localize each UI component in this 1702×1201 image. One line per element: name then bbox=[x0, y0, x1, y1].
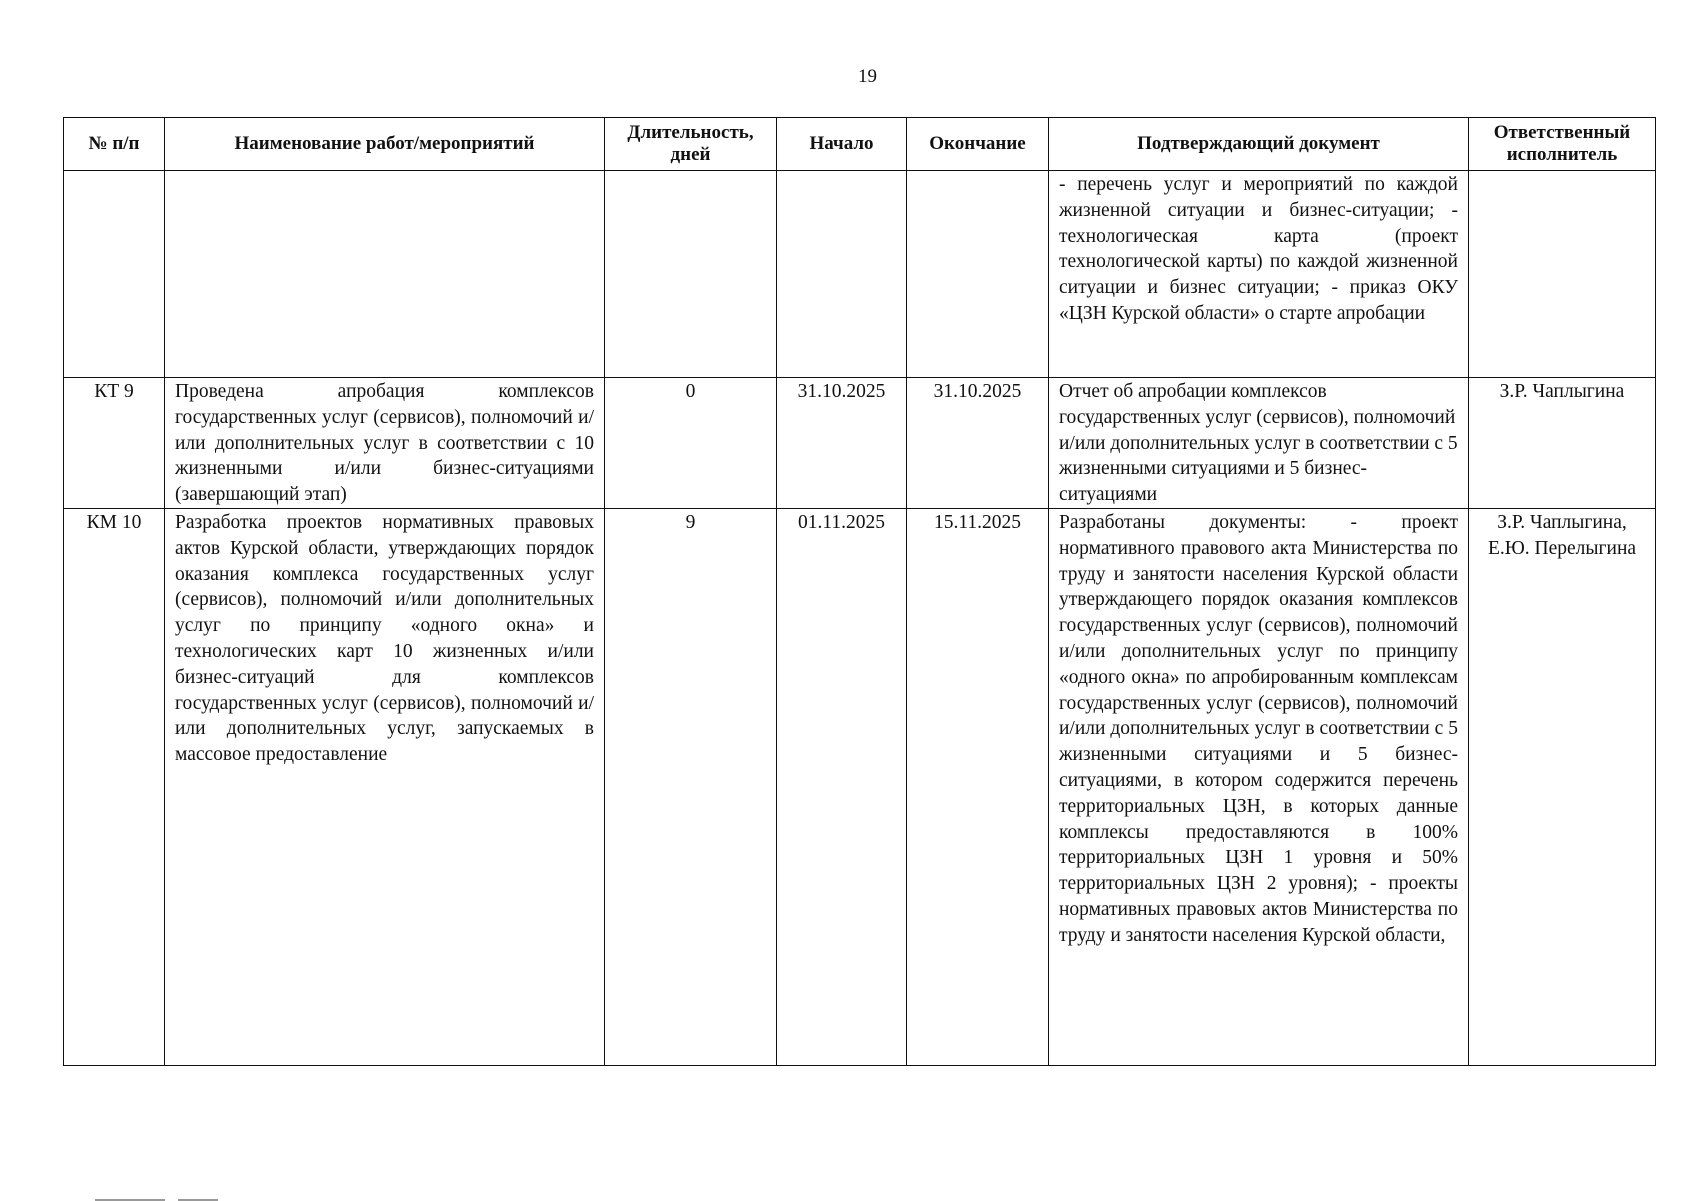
header-num: № п/п bbox=[64, 118, 165, 171]
header-start: Начало bbox=[777, 118, 907, 171]
cell-start: 31.10.2025 bbox=[777, 378, 907, 509]
cell-start: 01.11.2025 bbox=[777, 508, 907, 1065]
cell-duration: 0 bbox=[605, 378, 777, 509]
header-responsible: Ответственный исполнитель bbox=[1469, 118, 1656, 171]
header-end: Окончание bbox=[907, 118, 1049, 171]
header-duration: Длительность, дней bbox=[605, 118, 777, 171]
cell-duration bbox=[605, 171, 777, 378]
cell-end: 31.10.2025 bbox=[907, 378, 1049, 509]
table-row bbox=[64, 378, 1656, 509]
cell-start bbox=[777, 171, 907, 378]
cell-document: Отчет об апробации комплексов государственных услуг (сервисов), полномочий и/или дополнительных услуг в соответствии с 5 жизненными ситуациями и 5 бизнес-ситуациями bbox=[1049, 378, 1469, 509]
cell-num: КТ 9 bbox=[64, 378, 165, 509]
cell-duration: 9 bbox=[605, 508, 777, 1065]
cell-document: - перечень услуг и мероприятий по каждой жизненной ситуации и бизнес-ситуации; - технологическая карта (проект технологической карты) по каждой жизненной ситуации и бизнес ситуации; - приказ ОКУ «ЦЗН Курской области» о старте апробации bbox=[1049, 171, 1469, 378]
cell-end bbox=[907, 171, 1049, 378]
header-name: Наименование работ/мероприятий bbox=[165, 118, 605, 171]
cell-name: Разработка проектов нормативных правовых актов Курской области, утверждающих порядок оказания комплекса государственных услуг (сервисов), полномочий и/или дополнительных услуг по принципу «одного окна» и технологических карт 10 жизненных и/или бизнес-ситуаций для комплексов государственных услуг (сервисов), полномочий и/или дополнительных услуг, запускаемых в массовое предоставление bbox=[165, 508, 605, 1065]
cell-name: Проведена апробация комплексов государственных услуг (сервисов), полномочий и/или дополнительных услуг в соответствии с 10 жизненными и/или бизнес-ситуациями (завершающий этап) bbox=[165, 378, 605, 509]
table-header-row bbox=[64, 118, 1656, 171]
cell-name bbox=[165, 171, 605, 378]
cell-num bbox=[64, 171, 165, 378]
table-row bbox=[64, 171, 1656, 378]
cell-num: КМ 10 bbox=[64, 508, 165, 1065]
header-document: Подтверждающий документ bbox=[1049, 118, 1469, 171]
work-plan-table bbox=[63, 117, 1656, 1066]
page-number: 19 bbox=[858, 66, 877, 87]
table-row bbox=[64, 508, 1656, 1065]
cell-document: Разработаны документы: - проект нормативного правового акта Министерства по труду и занятости населения Курской области утверждающего порядок оказания комплексов государственных услуг (сервисов), полномочий и/или дополнительных услуг по принципу «одного окна» по апробированным комплексам государственных услуг (сервисов), полномочий и/или дополнительных услуг в соответствии с 5 жизненными ситуациями и 5 бизнес-ситуациями, в котором содержится перечень территориальных ЦЗН, в которых данные комплексы предоставляются в 100% территориальных ЦЗН 1 уровня и 50% территориальных ЦЗН 2 уровня); - проекты нормативных правовых актов Министерства по труду и занятости населения Курской области, bbox=[1049, 508, 1469, 1065]
cell-end: 15.11.2025 bbox=[907, 508, 1049, 1065]
cell-responsible bbox=[1469, 171, 1656, 378]
cell-responsible: З.Р. Чаплыгина bbox=[1469, 378, 1656, 509]
cell-responsible: З.Р. Чаплыгина, Е.Ю. Перелыгина bbox=[1469, 508, 1656, 1065]
